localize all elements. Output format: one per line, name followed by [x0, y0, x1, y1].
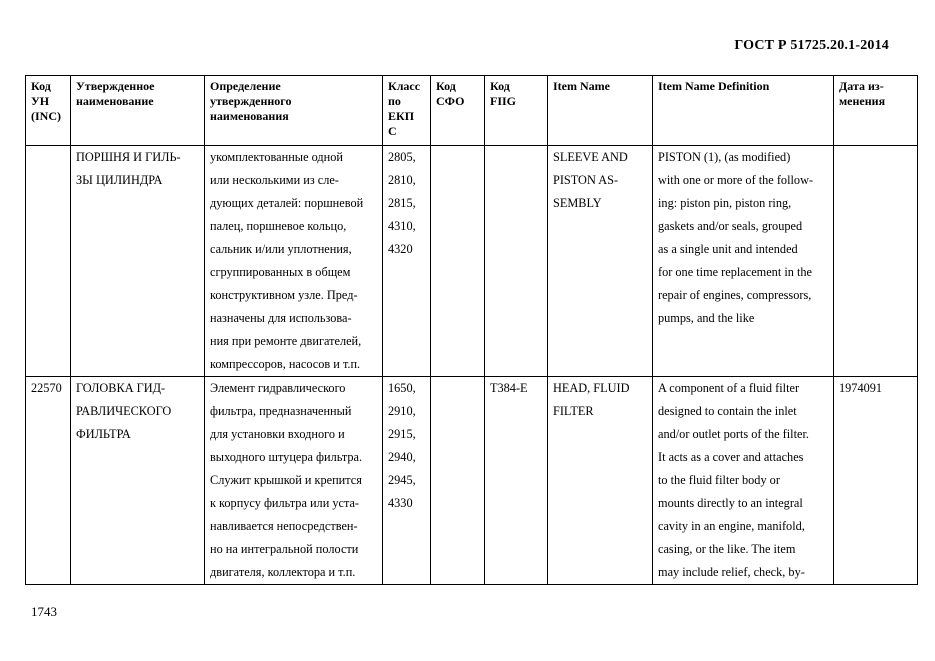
cell-line: УН [31, 94, 50, 108]
header-inc [26, 76, 71, 146]
cell-line: PISTON (1), (as modified) [658, 150, 791, 164]
cell-fiig [485, 146, 548, 377]
table-row [26, 377, 918, 585]
cell-line: (INC) [31, 109, 61, 123]
cell-line: ФИЛЬТРА [76, 427, 131, 441]
cell-sfo [431, 146, 485, 377]
nomenclature-table [25, 75, 918, 585]
cell-line: FILTER [553, 404, 594, 418]
cell-line: РАВЛИЧЕСКОГО [76, 404, 172, 418]
document-standard-header: ГОСТ Р 51725.20.1-2014 [734, 38, 889, 53]
cell-line: Код [436, 79, 456, 93]
header-item-name [548, 76, 653, 146]
cell-line: 2910, [388, 404, 416, 418]
cell-item-name [548, 146, 653, 377]
cell-line: по [388, 94, 401, 108]
cell-line: PISTON AS- [553, 173, 619, 187]
header-class [383, 76, 431, 146]
cell-line: 2915, [388, 427, 416, 441]
cell-line: ЕКП [388, 109, 415, 123]
cell-line: Код [31, 79, 51, 93]
cell-line: навливается непосредствен- [210, 519, 358, 533]
cell-line: Класс [388, 79, 421, 93]
cell-line: Утвержденное [76, 79, 155, 93]
cell-line: for one time replacement in the [658, 265, 812, 279]
cell-line: Дата из- [839, 79, 884, 93]
cell-line: 2940, [388, 450, 416, 464]
page-number: 1743 [31, 604, 57, 619]
cell-approved-name [71, 146, 205, 377]
cell-line: к корпусу фильтра или уста- [210, 496, 360, 510]
cell-line: утвержденного [210, 94, 292, 108]
cell-line: укомплектованные одной [210, 150, 343, 164]
cell-line: Item Name [553, 79, 610, 93]
cell-line: назначены для использова- [210, 311, 352, 325]
cell-inc: 22570 [26, 377, 71, 585]
cell-line: ПОРШНЯ И ГИЛЬ- [76, 150, 181, 164]
cell-line: 2815, [388, 196, 416, 210]
cell-change-date: 1974091 [834, 377, 918, 585]
cell-line: pumps, and the like [658, 311, 755, 325]
cell-sfo [431, 377, 485, 585]
cell-fiig: T384-E [485, 377, 548, 585]
table-row [26, 146, 918, 377]
cell-line: 2805, [388, 150, 416, 164]
cell-line: 2810, [388, 173, 416, 187]
cell-line: палец, поршневое кольцо, [210, 219, 347, 233]
cell-inc [26, 146, 71, 377]
cell-definition [205, 146, 383, 377]
cell-line: ния при ремонте двигателей, [210, 334, 362, 348]
cell-line: cavity in an engine, manifold, [658, 519, 805, 533]
cell-line: 1650, [388, 381, 416, 395]
cell-change-date [834, 146, 918, 377]
header-item-name-definition [653, 76, 834, 146]
header-change-date [834, 76, 918, 146]
cell-line: Служит крышкой и крепится [210, 473, 362, 487]
cell-line: Код [490, 79, 510, 93]
cell-line: дующих деталей: поршневой [210, 196, 364, 210]
cell-line: 4320 [388, 242, 413, 256]
cell-line: A component of a fluid filter [658, 381, 800, 395]
cell-line: repair of engines, compressors, [658, 288, 812, 302]
cell-line: 2945, [388, 473, 416, 487]
cell-line: FIIG [490, 94, 517, 108]
cell-item-name [548, 377, 653, 585]
cell-line: двигателя, коллектора и т.п. [210, 565, 356, 579]
cell-line: gaskets and/or seals, grouped [658, 219, 803, 233]
cell-line: to the fluid filter body or [658, 473, 780, 487]
cell-line: and/or outlet ports of the filter. [658, 427, 809, 441]
cell-line: сальник и/или уплотнения, [210, 242, 352, 256]
cell-line: SLEEVE AND [553, 150, 628, 164]
cell-line: It acts as a cover and attaches [658, 450, 804, 464]
cell-line: ing: piston pin, piston ring, [658, 196, 792, 210]
cell-line: 4310, [388, 219, 416, 233]
cell-line: mounts directly to an integral [658, 496, 803, 510]
cell-line: для установки входного и [210, 427, 345, 441]
cell-class [383, 146, 431, 377]
cell-line: компрессоров, насосов и т.п. [210, 357, 361, 371]
cell-line: Item Name Definition [658, 79, 770, 93]
cell-line: выходного штуцера фильтра. [210, 450, 363, 464]
cell-line: SEMBLY [553, 196, 602, 210]
header-definition [205, 76, 383, 146]
header-sfo-code [431, 76, 485, 146]
cell-line: сгруппированных в общем [210, 265, 351, 279]
cell-line: as a single unit and intended [658, 242, 798, 256]
cell-line: конструктивном узле. Пред- [210, 288, 358, 302]
header-fiig-code [485, 76, 548, 146]
cell-line: ГОЛОВКА ГИД- [76, 381, 166, 395]
cell-line: фильтра, предназначенный [210, 404, 352, 418]
cell-line: 4330 [388, 496, 413, 510]
cell-line: Определение [210, 79, 281, 93]
cell-line: casing, or the like. The item [658, 542, 796, 556]
cell-line: may include relief, check, by- [658, 565, 805, 579]
cell-line: HEAD, FLUID [553, 381, 630, 395]
cell-item-name-definition [653, 377, 834, 585]
cell-line: С [388, 124, 397, 138]
cell-line: но на интегральной полости [210, 542, 359, 556]
header-approved-name [71, 76, 205, 146]
cell-class [383, 377, 431, 585]
cell-item-name-definition [653, 146, 834, 377]
cell-line: или несколькими из сле- [210, 173, 339, 187]
cell-line: designed to contain the inlet [658, 404, 797, 418]
table-header-row [26, 76, 918, 146]
cell-definition [205, 377, 383, 585]
cell-line: наименование [76, 94, 154, 108]
cell-line: with one or more of the follow- [658, 173, 814, 187]
cell-approved-name [71, 377, 205, 585]
cell-line: Элемент гидравлического [210, 381, 346, 395]
cell-line: менения [839, 94, 886, 108]
cell-line: СФО [436, 94, 465, 108]
cell-line: ЗЫ ЦИЛИНДРА [76, 173, 163, 187]
cell-line: наименования [210, 109, 289, 123]
